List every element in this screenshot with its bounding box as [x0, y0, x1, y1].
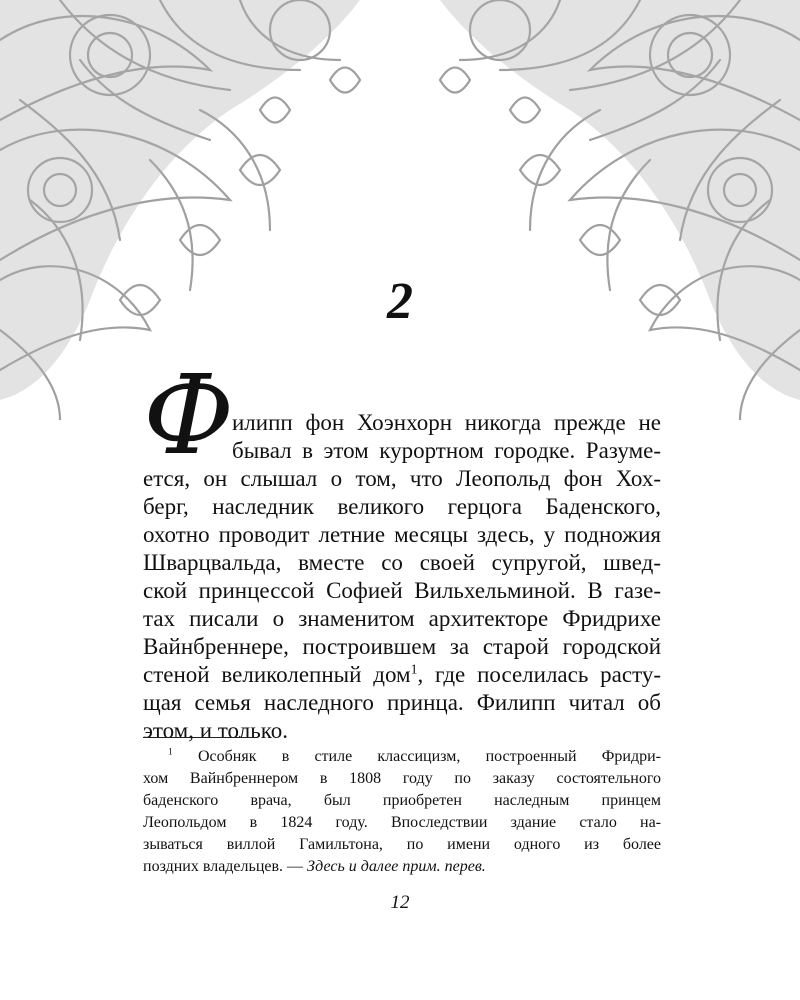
footnote-italic-note: Здесь и далее прим. перев. [307, 858, 486, 875]
footnote-line [168, 746, 661, 768]
footnote-ref: 1 [410, 661, 418, 677]
footnote-line: баденского врача, был приобретен наследным принцем [143, 792, 661, 809]
chapter-number: 2 [387, 273, 413, 330]
body-line: этом, и только. [143, 718, 288, 743]
footnote-line: Леопольдом в 1824 году. Впоследствии здание стало на- [143, 814, 661, 831]
footnote-divider [143, 737, 258, 738]
body-line-text: стеной великолепный дом [143, 662, 411, 687]
footnote-line: зываться виллой Гамильтона, по имени одного из более [143, 836, 661, 853]
body-line: илипп фон Хоэнхорн никогда прежде не [232, 410, 661, 435]
footnote-line [143, 856, 661, 878]
body-line: тах писали о знаменитом архитекторе Фридрихе [143, 606, 661, 631]
lace-ornament [0, 0, 800, 420]
footnote-text: Особняк в стиле классицизм, построенный Фридри- [198, 748, 661, 765]
body-line: бывал в этом курортном городке. Разуме- [232, 438, 661, 463]
drop-cap-letter: Ф [143, 351, 235, 479]
body-line: щая семья наследного принца. Филипп читал об [143, 690, 661, 715]
body-line: ется, он слышал о том, что Леопольд фон Хох- [143, 466, 661, 491]
body-line: берг, наследник великого герцога Баденского, [143, 494, 661, 519]
footnote-marker: 1 [168, 746, 173, 758]
footnote-text: поздних владельцев. — [143, 858, 308, 875]
body-line: ской принцессой Софией Вильхельминой. В газе- [143, 578, 661, 603]
page-number: 12 [390, 892, 410, 913]
body-line-text: , где поселилась расту- [417, 662, 661, 687]
body-line: охотно проводит летние месяцы здесь, у подножия [143, 522, 661, 547]
body-line: Вайнбреннере, построившем за старой городской [143, 634, 661, 659]
footnote-line: хом Вайнбреннером в 1808 году по заказу состоятельного [143, 770, 661, 787]
body-line: Шварцвальда, вместе со своей супругой, швед- [143, 550, 661, 575]
body-line-with-footnote-ref [143, 661, 661, 689]
